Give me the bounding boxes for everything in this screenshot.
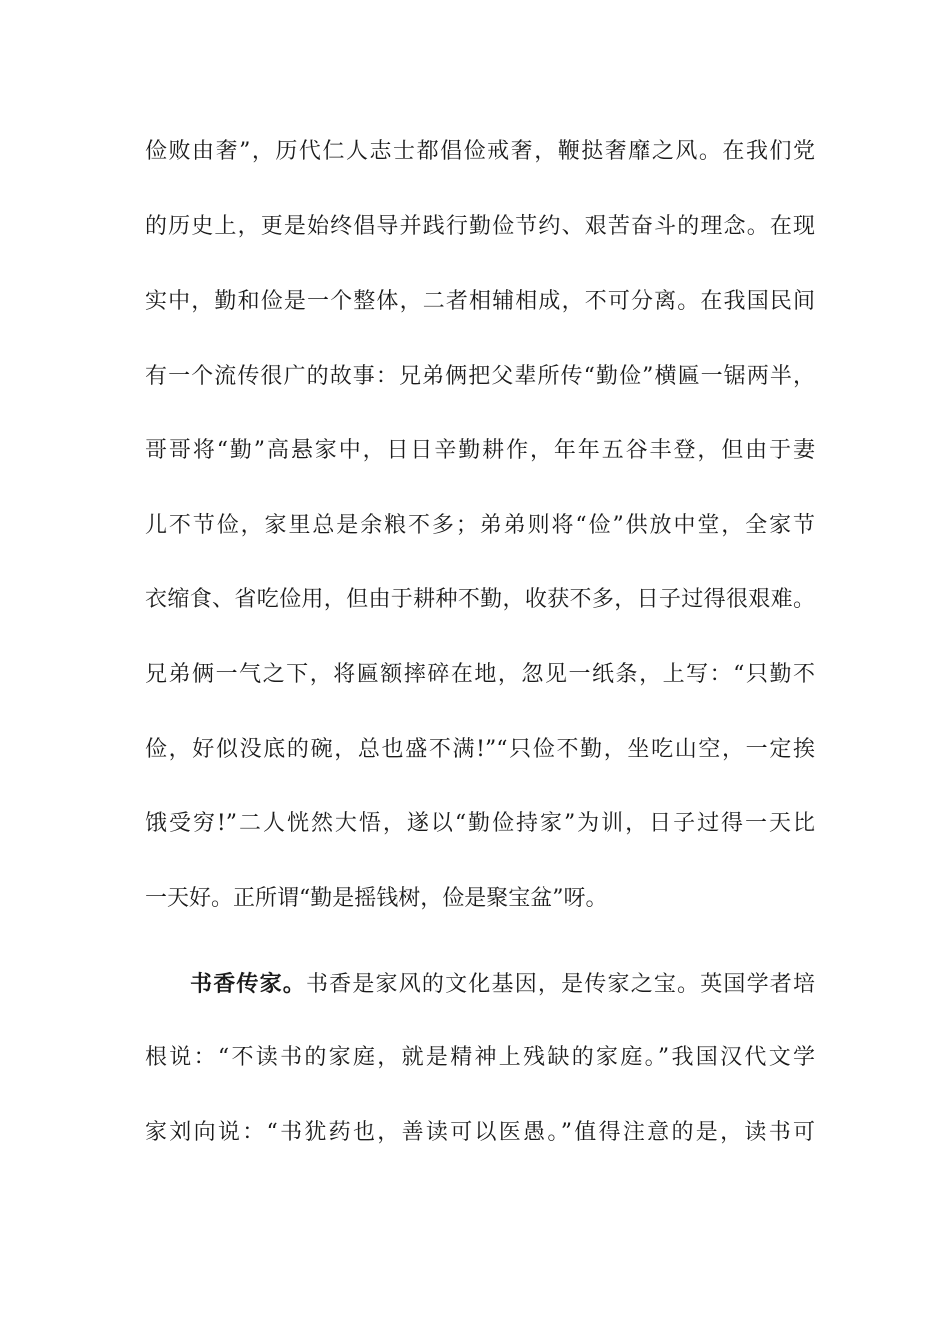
paragraph-text: 书香是家风的文化基因，是传家之宝。英国学者培 — [305, 972, 815, 997]
section-heading: 书香传家。 — [190, 971, 306, 997]
paragraph-line: 兄弟俩一气之下，将匾额摔碎在地，忽见一纸条，上写：“只勤不 — [145, 662, 815, 687]
paragraph-line: 有一个流传很广的故事：兄弟俩把父辈所传“勤俭”横匾一锯两半， — [145, 364, 815, 389]
paragraph-line: 哥哥将“勤”高悬家中，日日辛勤耕作，年年五谷丰登，但由于妻 — [145, 438, 815, 463]
paragraph-line: 实中，勤和俭是一个整体，二者相辅相成，不可分离。在我国民间 — [145, 289, 815, 314]
paragraph-line: 儿不节俭，家里总是余粮不多；弟弟则将“俭”供放中堂，全家节 — [145, 513, 815, 538]
section-first-line — [190, 964, 815, 1004]
paragraph-line: 衣缩食、省吃俭用，但由于耕种不勤，收获不多，日子过得很艰难。 — [145, 587, 815, 612]
paragraph-line: 饿受穷!”二人恍然大悟，遂以“勤俭持家”为训，日子过得一天比 — [145, 811, 815, 836]
paragraph-line: 俭败由奢”，历代仁人志士都倡俭戒奢，鞭挞奢靡之风。在我们党 — [145, 139, 815, 164]
paragraph-line: 一天好。正所谓“勤是摇钱树，俭是聚宝盆”呀。 — [145, 886, 608, 911]
paragraph-line: 的历史上，更是始终倡导并践行勤俭节约、艰苦奋斗的理念。在现 — [145, 214, 815, 239]
paragraph-line: 根说：“不读书的家庭，就是精神上残缺的家庭。”我国汉代文学 — [145, 1045, 815, 1070]
paragraph-line: 家刘向说：“书犹药也，善读可以医愚。”值得注意的是，读书可 — [145, 1120, 815, 1145]
paragraph-line: 俭，好似没底的碗，总也盛不满!”“只俭不勤，坐吃山空，一定挨 — [145, 737, 815, 762]
